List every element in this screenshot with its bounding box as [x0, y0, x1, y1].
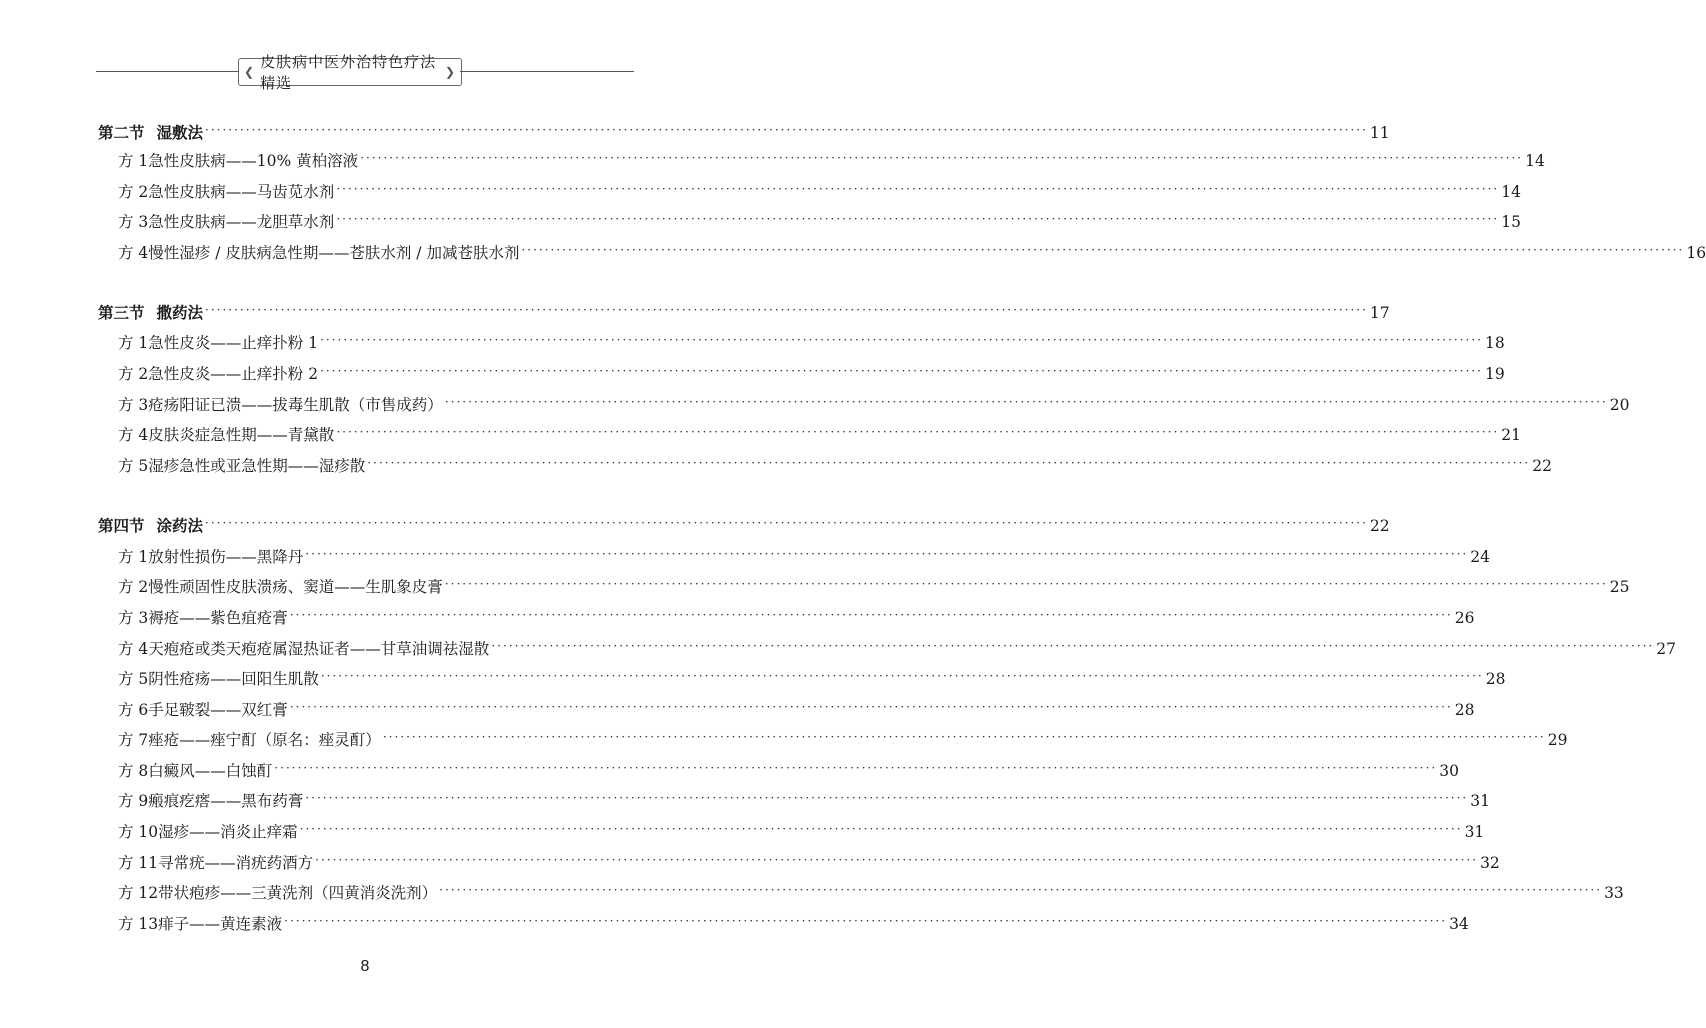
- recipe-number: 方 4: [118, 426, 149, 444]
- page-ref: 25: [1609, 578, 1630, 596]
- toc-item-row[interactable]: [118, 207, 1521, 231]
- recipe-title: 湿疹——消炎止痒霜: [158, 823, 298, 841]
- page-ref: 22: [1532, 457, 1552, 475]
- page-ref: 17: [1369, 304, 1390, 322]
- recipe-number: 方 11: [118, 854, 159, 872]
- recipe-number: 方 12: [118, 884, 159, 902]
- page-ref: 16: [1686, 244, 1706, 262]
- recipe-number: 方 9: [118, 792, 149, 810]
- page-number: 8: [360, 958, 370, 975]
- recipe-title: 疮疡阳证已溃——拔毒生肌散（市售成药）: [148, 396, 443, 414]
- page-ref: 18: [1484, 334, 1505, 352]
- toc-item-row[interactable]: [118, 817, 1485, 841]
- recipe-title: 白癜风——白蚀酊: [148, 762, 273, 780]
- page-ref: 15: [1501, 213, 1521, 231]
- leader-dots: ········································································································································································································: [320, 669, 1484, 683]
- leader-dots: ········································································································································································································: [336, 425, 1500, 439]
- section-number: 第四节: [98, 516, 145, 535]
- recipe-title: 湿疹急性或亚急性期——湿疹散: [148, 457, 366, 475]
- toc-item-row[interactable]: [118, 725, 1568, 749]
- leader-dots: ········································································································································································································: [205, 303, 1368, 317]
- running-header: [0, 52, 730, 92]
- toc-item-row[interactable]: [118, 451, 1552, 475]
- recipe-title: 天疱疮或类天疱疮属湿热证者——甘草油调祛湿散: [148, 640, 490, 658]
- page-ref: 20: [1609, 396, 1630, 414]
- toc-item-row[interactable]: [118, 328, 1505, 352]
- recipe-number: 方 10: [118, 823, 159, 841]
- header-title-box: [238, 53, 462, 92]
- header-title: 皮肤病中医外治特色疗法精选: [260, 53, 437, 92]
- page-ref: 34: [1449, 915, 1469, 933]
- leader-dots: ········································································································································································································: [274, 761, 1438, 775]
- leader-dots: ········································································································································································································: [444, 395, 1608, 409]
- recipe-number: 方 7: [118, 731, 149, 749]
- toc-item-row[interactable]: [118, 420, 1521, 444]
- toc-item-row[interactable]: [118, 542, 1490, 566]
- section-title: 撒药法: [156, 303, 204, 322]
- recipe-number: 方 4: [118, 640, 149, 658]
- recipe-title: 急性皮肤病——马齿苋水剂: [148, 183, 335, 201]
- toc-section-row[interactable]: [98, 511, 1390, 535]
- leader-dots: ········································································································································································································: [205, 516, 1368, 530]
- toc-item-row[interactable]: [118, 572, 1630, 596]
- recipe-number: 方 2: [118, 183, 149, 201]
- leader-dots: ········································································································································································································: [521, 243, 1685, 257]
- leader-dots: ········································································································································································································: [336, 182, 1500, 196]
- leader-dots: ········································································································································································································: [315, 853, 1479, 867]
- leader-dots: ········································································································································································································: [284, 914, 1448, 928]
- toc-item-row[interactable]: [118, 756, 1459, 780]
- recipe-title: 急性皮肤病——10% 黄柏溶液: [148, 152, 359, 170]
- recipe-title: 慢性湿疹 / 皮肤病急性期——苍肤水剂 / 加减苍肤水剂: [148, 244, 520, 262]
- recipe-title: 瘢痕疙瘩——黑布药膏: [148, 792, 304, 810]
- page-ref: 32: [1480, 854, 1500, 872]
- section-number: 第三节: [98, 303, 145, 322]
- toc-item-row[interactable]: [118, 238, 1706, 262]
- leader-dots: ········································································································································································································: [305, 791, 1469, 805]
- recipe-number: 方 4: [118, 244, 149, 262]
- toc-item-row[interactable]: [118, 603, 1475, 627]
- recipe-title: 放射性损伤——黑降丹: [148, 548, 304, 566]
- recipe-number: 方 5: [118, 457, 149, 475]
- toc-item-row[interactable]: [118, 848, 1500, 872]
- recipe-number: 方 5: [118, 670, 149, 688]
- recipe-title: 皮肤炎症急性期——青黛散: [148, 426, 335, 444]
- page-ref: 22: [1369, 517, 1390, 535]
- leader-dots: ········································································································································································································: [320, 333, 1483, 347]
- toc-section-row[interactable]: [98, 118, 1390, 142]
- toc-item-row[interactable]: [118, 634, 1676, 658]
- recipe-title: 痤疮——痤宁酊（原名：痤灵酊）: [148, 731, 381, 749]
- page-ref: 33: [1604, 884, 1624, 902]
- recipe-number: 方 8: [118, 762, 149, 780]
- recipe-title: 带状疱疹——三黄洗剂（四黄消炎洗剂）: [158, 884, 438, 902]
- recipe-number: 方 13: [118, 915, 159, 933]
- toc-item-row[interactable]: [118, 878, 1624, 902]
- recipe-title: 急性皮炎——止痒扑粉 2: [148, 365, 319, 383]
- toc-item-row[interactable]: [118, 359, 1505, 383]
- recipe-number: 方 3: [118, 213, 149, 231]
- section-number: 第二节: [98, 123, 145, 142]
- recipe-title: 阴性疮疡——回阳生肌散: [148, 670, 319, 688]
- toc-item-row[interactable]: [118, 146, 1545, 170]
- toc-item-row[interactable]: [118, 177, 1521, 201]
- recipe-number: 方 3: [118, 609, 149, 627]
- recipe-title: 寻常疣——消疣药酒方: [158, 854, 314, 872]
- recipe-number: 方 2: [118, 365, 149, 383]
- toc-item-row[interactable]: [118, 909, 1469, 933]
- recipe-number: 方 1: [118, 152, 149, 170]
- recipe-number: 方 3: [118, 396, 149, 414]
- ornament-left-icon: ❮: [244, 65, 256, 79]
- toc-item-row[interactable]: [118, 695, 1475, 719]
- recipe-title: 慢性顽固性皮肤溃疡、窦道——生肌象皮膏: [148, 578, 443, 596]
- header-rule-left: [96, 71, 238, 72]
- leader-dots: ········································································································································································································: [320, 364, 1483, 378]
- leader-dots: ········································································································································································································: [491, 639, 1655, 653]
- recipe-number: 方 2: [118, 578, 149, 596]
- page-ref: 14: [1501, 183, 1521, 201]
- page-ref: 26: [1454, 609, 1475, 627]
- leader-dots: ········································································································································································································: [360, 151, 1524, 165]
- page-ref: 11: [1369, 124, 1390, 142]
- toc-item-row[interactable]: [118, 786, 1490, 810]
- leader-dots: ········································································································································································································: [439, 883, 1603, 897]
- page-ref: 24: [1470, 548, 1490, 566]
- leader-dots: ········································································································································································································: [289, 608, 1453, 622]
- leader-dots: ········································································································································································································: [382, 730, 1546, 744]
- section-title: 涂药法: [156, 516, 204, 535]
- toc-section-row[interactable]: [98, 298, 1390, 322]
- recipe-number: 方 6: [118, 701, 149, 719]
- recipe-title: 急性皮肤病——龙胆草水剂: [148, 213, 335, 231]
- section-title: 湿敷法: [156, 123, 204, 142]
- leader-dots: ········································································································································································································: [336, 212, 1500, 226]
- header-rule-right: [460, 71, 634, 72]
- toc-item-row[interactable]: [118, 664, 1506, 688]
- page-ref: 31: [1464, 823, 1485, 841]
- leader-dots: ········································································································································································································: [299, 822, 1463, 836]
- leader-dots: ········································································································································································································: [289, 700, 1453, 714]
- recipe-title: 痱子——黄连素液: [158, 915, 283, 933]
- leader-dots: ········································································································································································································: [305, 547, 1469, 561]
- recipe-number: 方 1: [118, 548, 149, 566]
- page-ref: 31: [1470, 792, 1490, 810]
- page-ref: 28: [1454, 701, 1475, 719]
- page-ref: 30: [1439, 762, 1459, 780]
- toc-item-row[interactable]: [118, 390, 1630, 414]
- leader-dots: ········································································································································································································: [367, 456, 1531, 470]
- ornament-right-icon: ❯: [444, 65, 456, 79]
- recipe-title: 褥疮——紫色疽疮膏: [148, 609, 288, 627]
- page-ref: 21: [1501, 426, 1521, 444]
- page-ref: 19: [1484, 365, 1505, 383]
- recipe-number: 方 1: [118, 334, 149, 352]
- recipe-title: 手足皲裂——双红膏: [148, 701, 288, 719]
- page-ref: 27: [1656, 640, 1676, 658]
- page-ref: 14: [1525, 152, 1545, 170]
- page-ref: 29: [1547, 731, 1568, 749]
- page-ref: 28: [1485, 670, 1506, 688]
- recipe-title: 急性皮炎——止痒扑粉 1: [148, 334, 319, 352]
- leader-dots: ········································································································································································································: [205, 123, 1368, 137]
- leader-dots: ········································································································································································································: [444, 577, 1608, 591]
